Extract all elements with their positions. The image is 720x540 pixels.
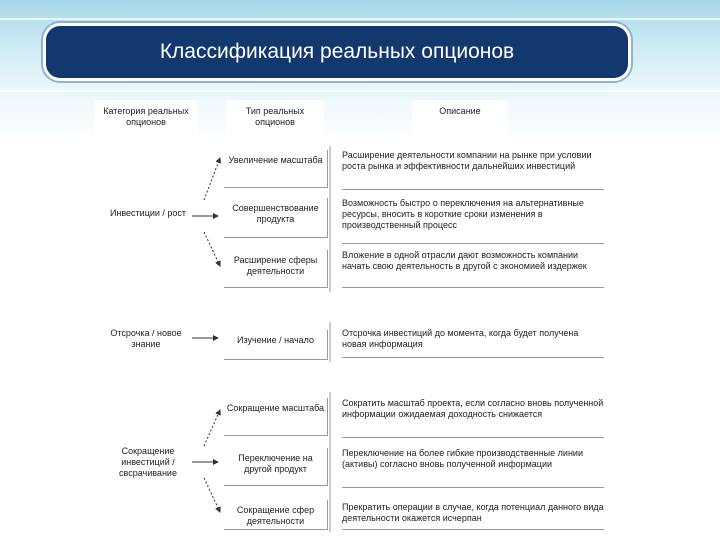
arrow-down-icon — [204, 232, 220, 266]
option-description: Переключение на более гибкие производственные линии (активы) согласно вновь полученной информации — [342, 446, 604, 488]
option-type-cell: Переключение на другой продукт — [224, 448, 328, 486]
header-category: Категория реальных опционов — [94, 100, 198, 138]
arrow-down-icon — [204, 478, 220, 512]
option-description: Расширение деятельности компании на рынке при условии роста рынка и эффективности дальнейших инвестиций — [342, 148, 604, 190]
category-label: Сокращение инвестиций / свсрачивание — [98, 446, 198, 479]
header-type: Тип реальных опционов — [226, 100, 324, 138]
option-type-cell: Расширение сферы деятельности — [224, 250, 328, 288]
header-description: Описание — [412, 100, 508, 138]
category-label: Отсрочка / новое знание — [96, 328, 196, 350]
option-type-cell: Сокращение масштаба — [224, 398, 328, 436]
option-type-cell: Изучение / начало — [224, 330, 328, 360]
option-description: Вложение в одной отрасли дают возможность компании начать свою деятельность в другой с экономией издержек — [342, 248, 604, 288]
category-label: Инвестиции / рост — [98, 208, 198, 219]
arrow-up-icon — [204, 410, 220, 446]
option-type-cell: Совершенствование продукта — [224, 198, 328, 238]
option-description: Возможность быстро о переключения на альтернативные ресурсы, вносить в короткие сроки изменения в производственный процесс — [342, 196, 604, 244]
option-description: Отсрочка инвестиций до момента, когда будет получена новая информация — [342, 326, 604, 358]
arrow-up-icon — [204, 158, 220, 200]
option-description: Прекратить операции в случае, когда потенциал данного вида деятельности окажется исчерпан — [342, 500, 604, 530]
option-type-cell: Сокращение сфер деятельности — [224, 500, 328, 530]
slide-title: Классификация реальных опционов — [159, 40, 515, 63]
option-description: Сократить масштаб проекта, если согласно вновь полученной информации ожидаемая доходность снижается — [342, 396, 604, 438]
option-type-cell: Увеличение масштаба — [224, 150, 328, 188]
